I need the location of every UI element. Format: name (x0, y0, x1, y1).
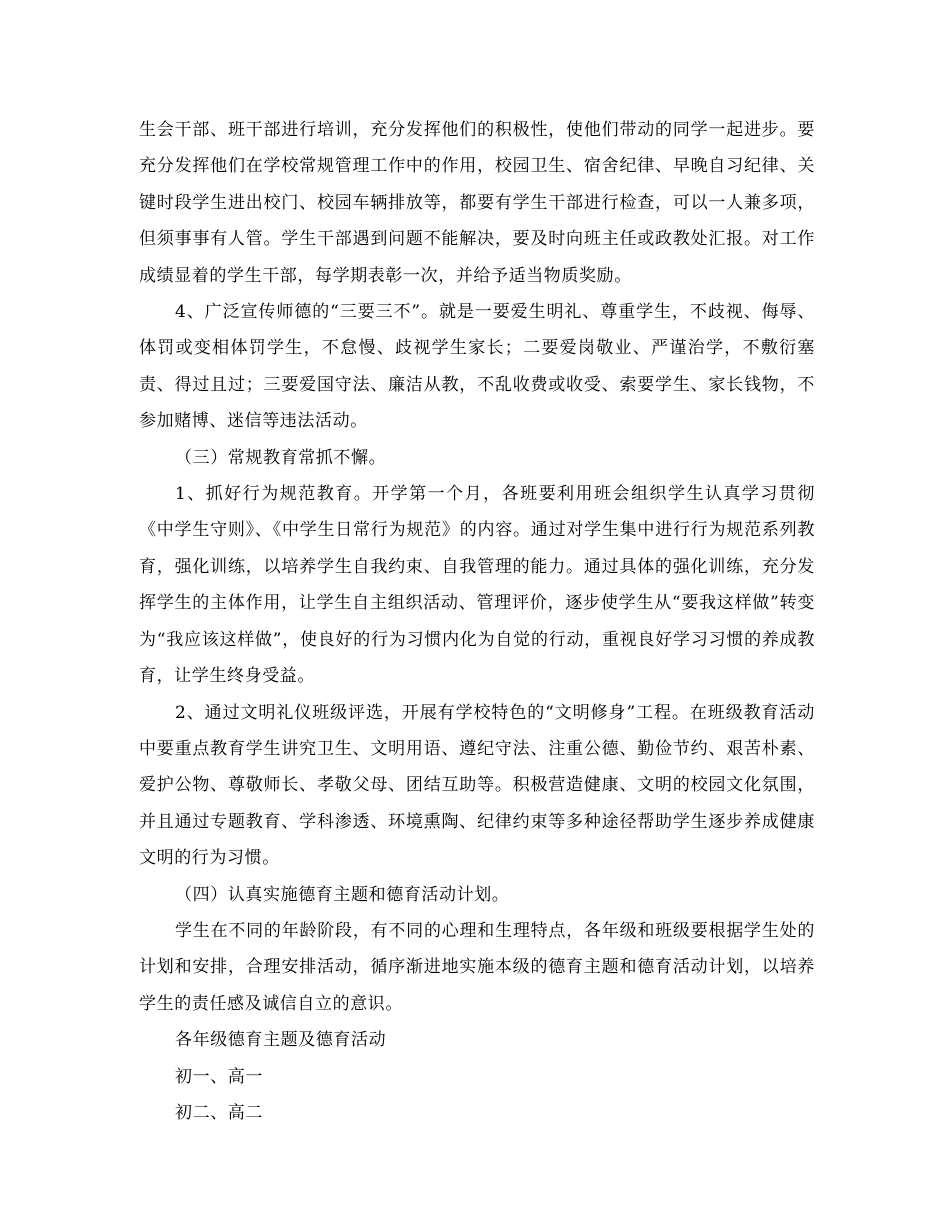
paragraph-age-stages: 学生在不同的年龄阶段，有不同的心理和生理特点，各年级和班级要根据学生处的计划和安排，合理安排活动，循序渐进地实施本级的德育主题和德育活动计划，以培养学生的责任感及诚信自立的意识。 (139, 920, 815, 1014)
document-body (139, 112, 815, 1131)
paragraph-teacher-ethics: 4、广泛宣传师德的“三要三不”。就是一要爱生明礼、尊重学生，不歧视、侮辱、体罚或变相体罚学生，不怠慢、歧视学生家长；二要爱岗敬业、严谨治学，不敷衍塞责、得过且过；三要爱国守法、廉洁从教，不乱收费或收受、索要学生、家长钱物，不参加赌博、迷信等违法活动。 (139, 302, 815, 432)
grade-item-second-year: 初二、高二 (175, 1102, 263, 1123)
grade-item-first-year: 初一、高一 (175, 1066, 263, 1087)
paragraph-civility-project: 2、通过文明礼仪班级评选，开展有学校特色的“文明修身”工程。在班级教育活动中要重点教育学生讲究卫生、文明用语、遵纪守法、注重公德、勤俭节约、艰苦朴素、爱护公物、尊敬师长、孝敬父母、团结互助等。积极营造健康、文明的校园文化氛围，并且通过专题教育、学科渗透、环境熏陶、纪律约束等多种途径帮助学生逐步养成健康文明的行为习惯。 (139, 702, 815, 869)
section-heading-moral-themes: （四）认真实施德育主题和德育活动计划。 (175, 884, 510, 905)
paragraph-student-cadres: 生会干部、班干部进行培训，充分发挥他们的积极性，使他们带动的同学一起进步。要充分发挥他们在学校常规管理工作中的作用，校园卫生、宿舍纪律、早晚自习纪律、关键时段学生进出校门、校园车辆排放等，都要有学生干部进行检查，可以一人兼多项，但须事事有人管。学生干部遇到问题不能解决，要及时向班主任或政教处汇报。对工作成绩显着的学生干部，每学期表彰一次，并给予适当物质奖励。 (139, 120, 815, 286)
paragraph-behavior-norms: 1、抓好行为规范教育。开学第一个月，各班要利用班会组织学生认真学习贯彻《中学生守则》、《中学生日常行为规范》的内容。通过对学生集中进行行为规范系列教育，强化训练，以培养学生自我约束、自我管理的能力。通过具体的强化训练，充分发挥学生的主体作用，让学生自主组织活动、管理评价，逐步使学生从“要我这样做”转变为“我应该这样做”，使良好的行为习惯内化为自觉的行动，重视良好学习习惯的养成教育，让学生终身受益。 (139, 484, 815, 687)
section-heading-routine-education: （三）常规教育常抓不懈。 (175, 447, 387, 468)
list-title-grade-themes: 各年级德育主题及德育活动 (175, 1030, 387, 1051)
